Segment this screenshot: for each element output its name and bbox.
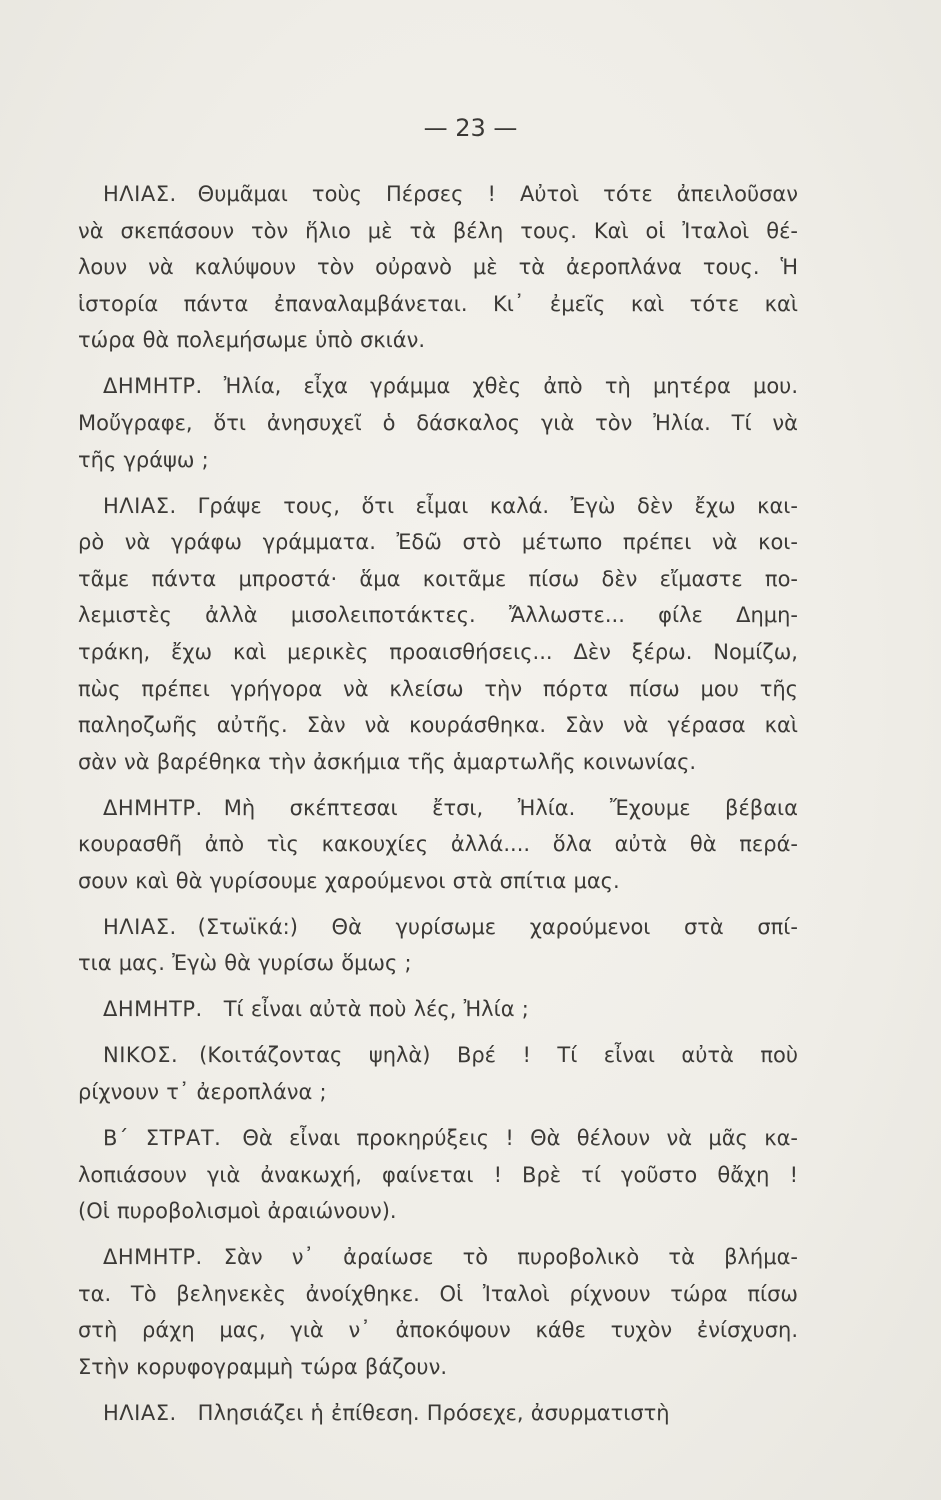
line-text: ρὸ νὰ γράφω γράμματα. Ἐδῶ στὸ μέτωπο πρέπει νὰ κοι-	[78, 530, 798, 555]
paragraph-gap	[78, 1386, 798, 1395]
line-text: σὰν νὰ βαρέθηκα τὴν ἀσκήμια τῆς ἁμαρτωλῆς κοινωνίας.	[78, 749, 697, 774]
line-text: παληοζωῆς αὐτῆς. Σὰν νὰ κουράσθηκα. Σὰν νὰ γέρασα καὶ	[78, 713, 798, 738]
text-line	[78, 368, 798, 405]
speaker-name: ΔΗΜΗΤΡ.	[103, 795, 203, 820]
text-line	[78, 524, 798, 561]
speaker-name: ΔΗΜΗΤΡ.	[103, 997, 203, 1022]
text-line	[78, 790, 798, 827]
line-text: λουν νὰ καλύψουν τὸν οὐρανὸ μὲ τὰ ἀεροπλάνα τους. Ἡ	[78, 255, 798, 280]
line-text: (Κοιτάζοντας ψηλὰ) Βρέ ! Τί εἶναι αὐτὰ ποὺ	[199, 1043, 798, 1068]
line-text: Πλησιάζει ἡ ἐπίθεση. Πρόσεχε, ἀσυρματιστὴ	[197, 1400, 670, 1425]
text-line	[78, 405, 798, 442]
line-text: Μοὔγραφε, ὅτι ἀνησυχεῖ ὁ δάσκαλος γιὰ τὸν Ἠλία. Τί νὰ	[78, 410, 798, 435]
line-text: πὼς πρέπει γρήγορα νὰ κλείσω τὴν πόρτα πίσω μου τῆς	[78, 676, 798, 701]
text-line	[78, 634, 798, 671]
dialogue-paragraph	[78, 488, 798, 781]
speaker-name: Β´ ΣΤΡΑΤ.	[103, 1125, 222, 1150]
paragraph-gap	[78, 1230, 798, 1239]
line-text: Ἠλία, εἶχα γράμμα χθὲς ἀπὸ τὴ μητέρα μου.	[223, 374, 798, 399]
line-text: τράκη, ἔχω καὶ μερικὲς προαισθήσεις... Δὲν ξέρω. Νομίζω,	[78, 639, 798, 664]
paragraph-gap	[78, 780, 798, 789]
dialogue-paragraph	[78, 368, 798, 478]
line-text: Γράψε τους, ὅτι εἶμαι καλά. Ἐγὼ δὲν ἔχω και-	[197, 493, 798, 518]
dialogue-paragraph	[78, 790, 798, 900]
text-line	[78, 1395, 798, 1432]
line-text: στὴ ράχη μας, γιὰ ν᾽ ἀποκόψουν κάθε τυχὸν ἐνίσχυση.	[78, 1318, 798, 1343]
dialogue-paragraph	[78, 1037, 798, 1110]
text-line	[78, 176, 798, 213]
text-line	[78, 909, 798, 946]
line-text: Μὴ σκέπτεσαι ἔτσι, Ἠλία. Ἔχουμε βέβαια	[223, 795, 798, 820]
line-text: λεμιστὲς ἀλλὰ μισολειποτάκτες. Ἄλλωστε... φίλε Δημη-	[78, 603, 798, 628]
text-line	[78, 1037, 798, 1074]
line-text: Θὰ εἶναι προκηρύξεις ! Θὰ θέλουν νὰ μᾶς κα-	[242, 1125, 799, 1150]
text-line	[78, 488, 798, 525]
line-text: ἱστορία πάντα ἐπαναλαμβάνεται. Κι᾽ ἐμεῖς καὶ τότε καὶ	[78, 291, 798, 316]
line-text: κουρασθῆ ἀπὸ τὶς κακουχίες ἀλλά.... ὅλα αὐτὰ θὰ περά-	[78, 832, 798, 857]
text-line	[78, 1239, 798, 1276]
text-line	[78, 442, 798, 479]
paragraph-gap	[78, 1111, 798, 1120]
text-line	[78, 1157, 798, 1194]
text-line	[78, 1276, 798, 1313]
page-number: — 23 —	[423, 114, 518, 142]
speaker-name: ΔΗΜΗΤΡ.	[103, 1245, 203, 1270]
line-text: τα. Τὸ βεληνεκὲς ἀνοίχθηκε. Οἱ Ἰταλοὶ ρίχνουν τώρα πίσω	[78, 1281, 798, 1306]
line-text: Σὰν ν᾽ ἀραίωσε τὸ πυροβολικὸ τὰ βλήμα-	[223, 1245, 798, 1270]
text-line	[78, 1120, 798, 1157]
line-text: Θυμᾶμαι τοὺς Πέρσες ! Αὐτοὶ τότε ἀπειλοῦσαν	[197, 182, 798, 206]
text-line	[78, 249, 798, 286]
paragraph-gap	[78, 899, 798, 908]
text-line	[78, 597, 798, 634]
line-text: νὰ σκεπάσουν τὸν ἥλιο μὲ τὰ βέλη τους. Καὶ οἱ Ἰταλοὶ θέ-	[78, 218, 798, 243]
text-line	[78, 863, 798, 900]
text-line	[78, 1312, 798, 1349]
dialogue-paragraph	[78, 1395, 798, 1432]
line-text: Τί εἶναι αὐτὰ ποὺ λές, Ἠλία ;	[223, 997, 529, 1022]
paragraph-gap	[78, 1028, 798, 1037]
text-line	[78, 826, 798, 863]
paragraph-gap	[78, 478, 798, 487]
line-text: τᾶμε πάντα μπροστά· ἅμα κοιτᾶμε πίσω δὲν εἴμαστε πο-	[78, 566, 798, 591]
line-text: Στὴν κορυφογραμμὴ τώρα βάζουν.	[78, 1354, 447, 1379]
text-line	[78, 945, 798, 982]
speaker-name: ΝΙΚΟΣ.	[103, 1043, 179, 1068]
text-line	[78, 286, 798, 323]
dialogue-paragraph	[78, 991, 798, 1028]
paragraph-gap	[78, 982, 798, 991]
text-line	[78, 707, 798, 744]
dialogue-text	[78, 176, 798, 1432]
dialogue-paragraph	[78, 1239, 798, 1385]
text-line	[78, 1349, 798, 1386]
paragraph-gap	[78, 359, 798, 368]
text-line	[78, 671, 798, 708]
line-text: (Οἱ πυροβολισμοὶ ἀραιώνουν).	[78, 1199, 397, 1224]
text-line	[78, 1193, 798, 1230]
line-text: λοπιάσουν γιὰ ἀνακωχή, φαίνεται ! Βρὲ τί γοῦστο θἄχη !	[78, 1162, 798, 1187]
text-line	[78, 744, 798, 781]
line-text: τια μας. Ἐγὼ θὰ γυρίσω ὅμως ;	[78, 951, 412, 976]
speaker-name: ΗΛΙΑΣ.	[103, 182, 177, 206]
line-text: τώρα θὰ πολεμήσωμε ὑπὸ σκιάν.	[78, 328, 426, 353]
text-line	[78, 1074, 798, 1111]
text-line	[78, 213, 798, 250]
line-text: (Στωϊκά:) Θὰ γυρίσωμε χαρούμενοι στὰ σπί-	[197, 914, 798, 939]
line-text: σουν καὶ θὰ γυρίσουμε χαρούμενοι στὰ σπίτια μας.	[78, 868, 620, 893]
line-text: τῆς γράψω ;	[78, 447, 209, 472]
text-line	[78, 561, 798, 598]
speaker-name: ΗΛΙΑΣ.	[103, 1400, 177, 1425]
text-line	[78, 991, 798, 1028]
speaker-name: ΔΗΜΗΤΡ.	[103, 374, 203, 399]
dialogue-paragraph	[78, 176, 798, 359]
speaker-name: ΗΛΙΑΣ.	[103, 493, 177, 518]
text-line	[78, 322, 798, 359]
speaker-name: ΗΛΙΑΣ.	[103, 914, 177, 939]
dialogue-paragraph	[78, 909, 798, 982]
dialogue-paragraph	[78, 1120, 798, 1230]
line-text: ρίχνουν τ᾽ ἀεροπλάνα ;	[78, 1080, 327, 1104]
